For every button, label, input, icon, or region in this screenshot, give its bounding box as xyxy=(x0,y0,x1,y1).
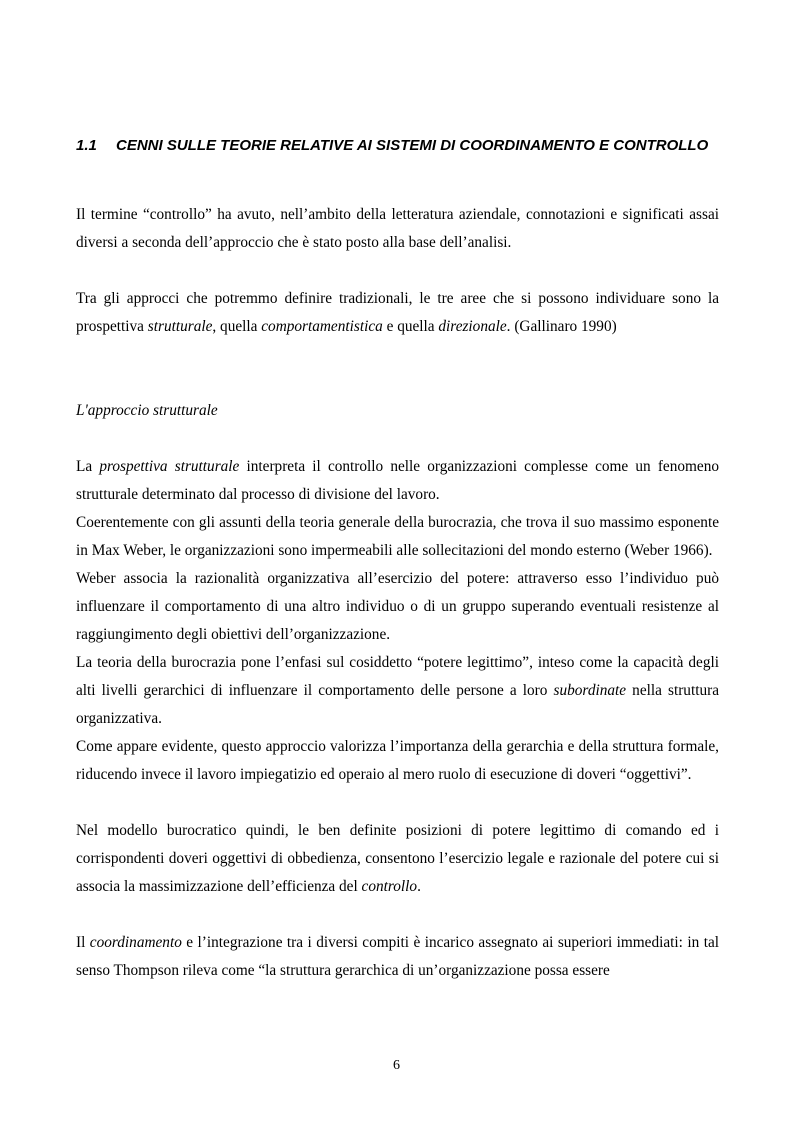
emphasis-controllo: controllo xyxy=(361,878,418,895)
emphasis-subordinate: subordinate xyxy=(553,682,627,699)
emphasis-prospettiva-strutturale: prospettiva strutturale xyxy=(99,458,240,475)
text-run: Nel modello burocratico quindi, le ben definite posizioni di potere legittimo di comando ed i corrispondenti doveri oggettivi di obbedienza, consentono l’esercizio legale e razionale del potere cui si associa la massimizzazione dell’efficienza del xyxy=(76,822,719,895)
emphasis-comportamentistica: comportamentistica xyxy=(261,318,383,335)
text-run: La teoria della burocrazia pone l’enfasi sul cosiddetto “potere legittimo”, inteso come la capacità degli alti livelli gerarchici di influenzare il comportamento delle persone a loro xyxy=(76,654,719,699)
text-run: . xyxy=(417,878,421,895)
text-run: , quella xyxy=(212,318,262,335)
strutturale-paragraph-7 xyxy=(76,929,719,985)
strutturale-paragraph-6 xyxy=(76,817,719,901)
section-number: 1.1 xyxy=(76,137,97,154)
strutturale-paragraph-3: Weber associa la razionalità organizzativa all’esercizio del potere: attraverso esso l’individuo può influenzare il comportamento di una altro individuo o di un gruppo superando eventuali resistenze al raggiungimento degli obiettivi dell’organizzazione. xyxy=(76,570,719,643)
text-run: Tra gli approcci che potremmo definire tradizionali, le tre aree che si possono individuare sono la prospettiva xyxy=(76,290,719,335)
strutturale-paragraph-1 xyxy=(76,453,719,509)
page-number: 6 xyxy=(393,1058,400,1073)
strutturale-paragraph-4 xyxy=(76,649,719,733)
section-heading xyxy=(76,136,719,156)
text-run: Il xyxy=(76,934,90,951)
text-run: . (Gallinaro 1990) xyxy=(506,318,617,335)
strutturale-paragraph-2: Coerentemente con gli assunti della teoria generale della burocrazia, che trova il suo massimo esponente in Max Weber, le organizzazioni sono impermeabili alle sollecitazioni del mondo esterno (Weber 1966). xyxy=(76,514,719,559)
emphasis-strutturale: strutturale xyxy=(147,318,213,335)
emphasis-direzionale: direzionale xyxy=(438,318,507,335)
text-run: e quella xyxy=(382,318,439,335)
section-title: CENNI SULLE TEORIE RELATIVE AI SISTEMI DI COORDINAMENTO E CONTROLLO xyxy=(116,137,709,154)
text-run: La xyxy=(76,458,100,475)
text-run: nella struttura organizzativa. xyxy=(76,682,719,727)
intro-paragraph-2 xyxy=(76,285,719,341)
body-text xyxy=(76,201,719,985)
subheading-approccio-strutturale: L'approccio strutturale xyxy=(76,402,218,419)
text-run: e l’integrazione tra i diversi compiti è incarico assegnato ai superiori immediati: in tal senso Thompson rileva come “la struttura gerarchica di un’organizzazione possa essere xyxy=(76,934,719,979)
text-run: interpreta il controllo nelle organizzazioni complesse come un fenomeno strutturale determinato dal processo di divisione del lavoro. xyxy=(76,458,719,503)
strutturale-paragraph-5: Come appare evidente, questo approccio valorizza l’importanza della gerarchia e della struttura formale, riducendo invece il lavoro impiegatizio ed operaio al mero ruolo di esecuzione di doveri “oggettivi”. xyxy=(76,738,719,783)
intro-paragraph-1: Il termine “controllo” ha avuto, nell’ambito della letteratura aziendale, connotazioni e significati assai diversi a seconda dell’approccio che è stato posto alla base dell’analisi. xyxy=(76,206,719,251)
emphasis-coordinamento: coordinamento xyxy=(89,934,182,951)
